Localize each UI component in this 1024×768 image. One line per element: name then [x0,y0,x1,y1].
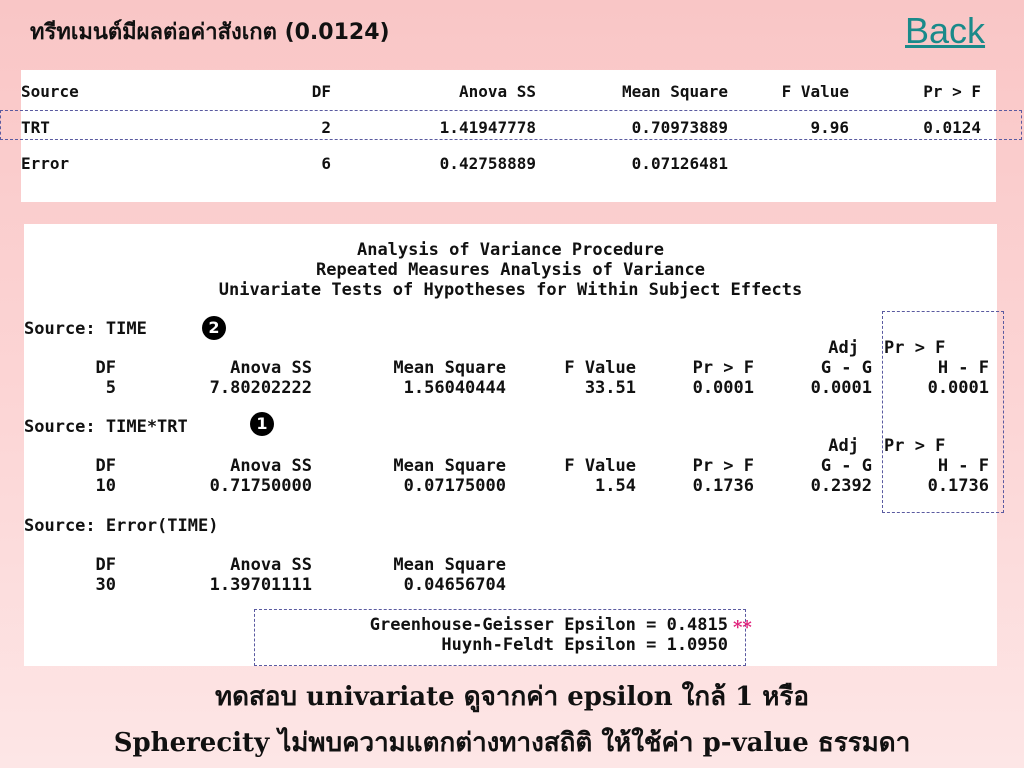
slide-title: ทรีทเมนต์มีผลต่อค่าสังเกต (0.0124) [30,20,390,45]
hdr-mean-square: Mean Square [393,555,506,575]
cell-source: TRT [21,118,50,137]
time-trt-g-g: 0.2392 [810,476,872,496]
time-g-g: 0.0001 [810,378,872,398]
back-link[interactable]: Back [905,10,986,51]
heading-univariate-tests: Univariate Tests of Hypotheses for Within Subject Effects [218,280,803,300]
header-f-value: F Value [781,82,849,101]
hdr-h-f: H - F [937,456,989,476]
time-h-f: 0.0001 [927,378,989,398]
header-source: Source [21,82,79,101]
hdr-f-value: F Value [564,456,636,476]
cell-source: Error [21,154,70,173]
time-trt-f-value: 1.54 [595,476,636,496]
pr-f-top-label: Pr > F [884,436,946,456]
source-time-label: Source: TIME [24,319,147,339]
hdr-df: DF [95,555,116,575]
error-df: 30 [95,575,116,595]
cell-mean-square: 0.07126481 [631,154,728,173]
hdr-g-g: G - G [820,358,872,378]
badge-1: 1 [250,412,274,436]
source-time-trt-label: Source: TIME*TRT [24,417,188,437]
error-mean-square: 0.04656704 [403,575,506,595]
hdr-df: DF [95,358,116,378]
time-df: 5 [105,378,116,398]
time-trt-df: 10 [95,476,116,496]
time-anova-ss: 7.80202222 [209,378,312,398]
trt-row-highlight [0,110,1022,140]
header-mean-square: Mean Square [622,82,728,101]
time-mean-square: 1.56040444 [403,378,506,398]
adj-label: Adj [828,338,859,358]
header-df: DF [311,82,331,101]
time-f-value: 33.51 [584,378,636,398]
adj-label: Adj [828,436,859,456]
header-anova-ss: Anova SS [458,82,536,101]
time-trt-anova-ss: 0.71750000 [209,476,312,496]
greenhouse-geisser-line: Greenhouse-Geisser Epsilon = 0.4815 [369,615,728,635]
pr-f-top-label: Pr > F [884,338,946,358]
footer-line-1: ทดสอบ univariate ดูจากค่า epsilon ใกล้ 1 หรือ [215,682,809,712]
cell-df: 2 [321,118,331,137]
badge-2: 2 [202,316,226,340]
pr-f-adjusted-highlight [882,311,1004,513]
hdr-g-g: G - G [820,456,872,476]
hdr-df: DF [95,456,116,476]
time-trt-mean-square: 0.07175000 [403,476,506,496]
cell-f-value: 9.96 [810,118,849,137]
anova-header-row [21,82,996,106]
cell-df: 6 [321,154,331,173]
footer-line-2: Spherecity ไม่พบความแตกต่างทางสถิติ ให้ใช้ค่า p-value ธรรมดา [113,728,911,758]
source-error-time-label: Source: Error(TIME) [24,516,219,536]
error-anova-ss: 1.39701111 [209,575,312,595]
hdr-mean-square: Mean Square [393,358,506,378]
epsilon-highlight [254,609,746,666]
sas-output-panel [24,224,997,666]
cell-anova-ss: 0.42758889 [439,154,536,173]
cell-pr-f: 0.0124 [923,118,981,137]
heading-repeated-measures: Repeated Measures Analysis of Variance [316,260,705,280]
significance-stars: ** [733,617,752,638]
heading-anova-procedure: Analysis of Variance Procedure [356,240,665,260]
hdr-f-value: F Value [564,358,636,378]
hdr-h-f: H - F [937,358,989,378]
time-pr-f: 0.0001 [692,378,754,398]
header-pr-f: Pr > F [923,82,981,101]
huynh-feldt-line: Huynh-Feldt Epsilon = 1.0950 [441,635,728,655]
anova-row-error [21,154,996,178]
time-trt-pr-f: 0.1736 [692,476,754,496]
hdr-anova-ss: Anova SS [230,358,312,378]
cell-mean-square: 0.70973889 [631,118,728,137]
hdr-pr-f: Pr > F [692,358,754,378]
hdr-mean-square: Mean Square [393,456,506,476]
hdr-anova-ss: Anova SS [230,555,312,575]
time-trt-h-f: 0.1736 [927,476,989,496]
hdr-anova-ss: Anova SS [230,456,312,476]
hdr-pr-f: Pr > F [692,456,754,476]
cell-anova-ss: 1.41947778 [439,118,536,137]
